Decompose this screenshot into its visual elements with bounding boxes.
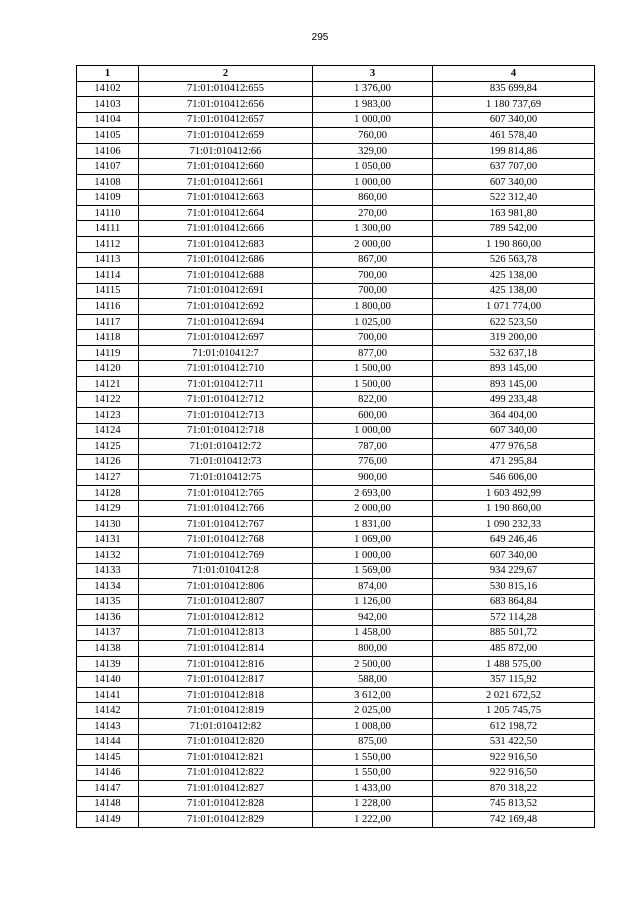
table-cell-col4: 1 071 774,00 <box>433 299 595 315</box>
table-cell-col2: 71:01:010412:829 <box>139 812 313 828</box>
table-cell-col4: 612 198,72 <box>433 718 595 734</box>
table-cell-col1: 14135 <box>77 594 139 610</box>
table-cell-col3: 1 222,00 <box>313 812 433 828</box>
table-cell-col2: 71:01:010412:814 <box>139 641 313 657</box>
table-cell-col4: 683 864,84 <box>433 594 595 610</box>
table-cell-col3: 1 500,00 <box>313 361 433 377</box>
table-cell-col2: 71:01:010412:663 <box>139 190 313 206</box>
table-cell-col3: 1 228,00 <box>313 796 433 812</box>
table-cell-col2: 71:01:010412:807 <box>139 594 313 610</box>
table-cell-col3: 787,00 <box>313 439 433 455</box>
table-row <box>77 299 595 315</box>
table-cell-col1: 14118 <box>77 330 139 346</box>
table-row <box>77 656 595 672</box>
table-row <box>77 439 595 455</box>
table-cell-col2: 71:01:010412:656 <box>139 97 313 113</box>
table-cell-col2: 71:01:010412:655 <box>139 81 313 97</box>
table-cell-col3: 942,00 <box>313 610 433 626</box>
table-cell-col2: 71:01:010412:769 <box>139 547 313 563</box>
table-cell-col1: 14130 <box>77 516 139 532</box>
table-row <box>77 314 595 330</box>
table-cell-col4: 572 114,28 <box>433 610 595 626</box>
table-row <box>77 81 595 97</box>
table-cell-col4: 522 312,40 <box>433 190 595 206</box>
table-cell-col3: 329,00 <box>313 143 433 159</box>
table-row <box>77 750 595 766</box>
table-cell-col1: 14133 <box>77 563 139 579</box>
header-cell-2: 2 <box>139 66 313 82</box>
table-row <box>77 330 595 346</box>
table-row <box>77 283 595 299</box>
page-number: 295 <box>311 32 329 43</box>
table-cell-col4: 530 815,16 <box>433 579 595 595</box>
table-row <box>77 485 595 501</box>
table-cell-col3: 800,00 <box>313 641 433 657</box>
table-cell-col2: 71:01:010412:72 <box>139 439 313 455</box>
table-cell-col3: 1 433,00 <box>313 781 433 797</box>
table-row <box>77 237 595 253</box>
table-cell-col4: 485 872,00 <box>433 641 595 657</box>
table-row <box>77 687 595 703</box>
table-row <box>77 174 595 190</box>
table-row <box>77 221 595 237</box>
table-cell-col3: 900,00 <box>313 470 433 486</box>
table-cell-col4: 357 115,92 <box>433 672 595 688</box>
table-cell-col1: 14115 <box>77 283 139 299</box>
header-row <box>77 66 595 82</box>
table-row <box>77 765 595 781</box>
table-cell-col2: 71:01:010412:768 <box>139 532 313 548</box>
table-cell-col2: 71:01:010412:816 <box>139 656 313 672</box>
table-cell-col2: 71:01:010412:822 <box>139 765 313 781</box>
table-row <box>77 812 595 828</box>
table-cell-col1: 14145 <box>77 750 139 766</box>
table-cell-col1: 14134 <box>77 579 139 595</box>
table-row <box>77 532 595 548</box>
table-cell-col4: 461 578,40 <box>433 128 595 144</box>
table-cell-col3: 2 000,00 <box>313 501 433 517</box>
table-row <box>77 516 595 532</box>
table-cell-col2: 71:01:010412:688 <box>139 268 313 284</box>
table-row <box>77 159 595 175</box>
table-cell-col4: 1 603 492,99 <box>433 485 595 501</box>
table-cell-col3: 1 500,00 <box>313 376 433 392</box>
table-cell-col2: 71:01:010412:712 <box>139 392 313 408</box>
table-cell-col1: 14120 <box>77 361 139 377</box>
table-cell-col1: 14107 <box>77 159 139 175</box>
table-cell-col2: 71:01:010412:828 <box>139 796 313 812</box>
table-row <box>77 547 595 563</box>
table-cell-col3: 2 025,00 <box>313 703 433 719</box>
table-cell-col4: 319 200,00 <box>433 330 595 346</box>
table-row <box>77 268 595 284</box>
table-cell-col1: 14104 <box>77 112 139 128</box>
table-cell-col2: 71:01:010412:660 <box>139 159 313 175</box>
table-cell-col1: 14109 <box>77 190 139 206</box>
table-cell-col1: 14123 <box>77 408 139 424</box>
table-cell-col4: 531 422,50 <box>433 734 595 750</box>
table-cell-col1: 14110 <box>77 205 139 221</box>
table-cell-col3: 1 000,00 <box>313 112 433 128</box>
table-cell-col1: 14137 <box>77 625 139 641</box>
table-cell-col4: 934 229,67 <box>433 563 595 579</box>
table-cell-col4: 477 976,58 <box>433 439 595 455</box>
table-cell-col3: 2 693,00 <box>313 485 433 501</box>
table-cell-col4: 199 814,86 <box>433 143 595 159</box>
table-body <box>77 81 595 827</box>
table-cell-col1: 14147 <box>77 781 139 797</box>
table-cell-col4: 789 542,00 <box>433 221 595 237</box>
table-row <box>77 112 595 128</box>
table-cell-col4: 471 295,84 <box>433 454 595 470</box>
table-cell-col1: 14143 <box>77 718 139 734</box>
table-row <box>77 252 595 268</box>
table-cell-col3: 874,00 <box>313 579 433 595</box>
table-row <box>77 672 595 688</box>
table-cell-col3: 270,00 <box>313 205 433 221</box>
table-row <box>77 796 595 812</box>
table-cell-col1: 14122 <box>77 392 139 408</box>
table-cell-col4: 893 145,00 <box>433 361 595 377</box>
table-row <box>77 610 595 626</box>
table-cell-col2: 71:01:010412:664 <box>139 205 313 221</box>
table-cell-col4: 1 090 232,33 <box>433 516 595 532</box>
table-row <box>77 205 595 221</box>
table-cell-col3: 1 550,00 <box>313 750 433 766</box>
table-row <box>77 143 595 159</box>
table-cell-col4: 1 180 737,69 <box>433 97 595 113</box>
table-cell-col4: 885 501,72 <box>433 625 595 641</box>
table-cell-col2: 71:01:010412:710 <box>139 361 313 377</box>
table-cell-col3: 1 008,00 <box>313 718 433 734</box>
table-cell-col2: 71:01:010412:661 <box>139 174 313 190</box>
table-cell-col3: 1 550,00 <box>313 765 433 781</box>
table-cell-col2: 71:01:010412:697 <box>139 330 313 346</box>
table-cell-col2: 71:01:010412:817 <box>139 672 313 688</box>
table-cell-col3: 776,00 <box>313 454 433 470</box>
table-cell-col1: 14103 <box>77 97 139 113</box>
table-cell-col3: 588,00 <box>313 672 433 688</box>
table-cell-col1: 14126 <box>77 454 139 470</box>
table-cell-col1: 14124 <box>77 423 139 439</box>
table-cell-col4: 742 169,48 <box>433 812 595 828</box>
table-row <box>77 392 595 408</box>
table-cell-col2: 71:01:010412:711 <box>139 376 313 392</box>
table-cell-col2: 71:01:010412:818 <box>139 687 313 703</box>
table-header <box>77 66 595 82</box>
table-cell-col3: 860,00 <box>313 190 433 206</box>
table-cell-col3: 1 000,00 <box>313 423 433 439</box>
table-cell-col1: 14116 <box>77 299 139 315</box>
table-cell-col3: 877,00 <box>313 345 433 361</box>
table-cell-col2: 71:01:010412:666 <box>139 221 313 237</box>
table-cell-col3: 700,00 <box>313 330 433 346</box>
table-row <box>77 97 595 113</box>
table-cell-col1: 14121 <box>77 376 139 392</box>
table-row <box>77 579 595 595</box>
table-cell-col1: 14114 <box>77 268 139 284</box>
table-row <box>77 376 595 392</box>
table-cell-col4: 745 813,52 <box>433 796 595 812</box>
table-cell-col3: 1 069,00 <box>313 532 433 548</box>
table-cell-col1: 14138 <box>77 641 139 657</box>
table-cell-col1: 14149 <box>77 812 139 828</box>
table-row <box>77 641 595 657</box>
table-cell-col4: 499 233,48 <box>433 392 595 408</box>
table-cell-col2: 71:01:010412:8 <box>139 563 313 579</box>
table-cell-col2: 71:01:010412:821 <box>139 750 313 766</box>
table-cell-col1: 14146 <box>77 765 139 781</box>
table-cell-col4: 364 404,00 <box>433 408 595 424</box>
table-cell-col2: 71:01:010412:813 <box>139 625 313 641</box>
table-cell-col1: 14131 <box>77 532 139 548</box>
table-cell-col1: 14119 <box>77 345 139 361</box>
table-cell-col3: 600,00 <box>313 408 433 424</box>
table-cell-col2: 71:01:010412:683 <box>139 237 313 253</box>
table-cell-col2: 71:01:010412:820 <box>139 734 313 750</box>
table-cell-col4: 607 340,00 <box>433 547 595 563</box>
table-cell-col3: 1 831,00 <box>313 516 433 532</box>
table-cell-col2: 71:01:010412:765 <box>139 485 313 501</box>
table-row <box>77 594 595 610</box>
table-cell-col3: 760,00 <box>313 128 433 144</box>
table-cell-col2: 71:01:010412:75 <box>139 470 313 486</box>
table-cell-col3: 1 376,00 <box>313 81 433 97</box>
table-cell-col4: 922 916,50 <box>433 750 595 766</box>
header-cell-4: 4 <box>433 66 595 82</box>
table-cell-col4: 526 563,78 <box>433 252 595 268</box>
table-cell-col2: 71:01:010412:659 <box>139 128 313 144</box>
table-cell-col4: 425 138,00 <box>433 268 595 284</box>
header-cell-1: 1 <box>77 66 139 82</box>
table-cell-col3: 700,00 <box>313 283 433 299</box>
table-row <box>77 190 595 206</box>
table-row <box>77 470 595 486</box>
table-cell-col1: 14144 <box>77 734 139 750</box>
table-cell-col3: 1 050,00 <box>313 159 433 175</box>
table-cell-col4: 425 138,00 <box>433 283 595 299</box>
data-table <box>76 65 595 828</box>
table-cell-col4: 163 981,80 <box>433 205 595 221</box>
table-cell-col1: 14108 <box>77 174 139 190</box>
table-cell-col4: 870 318,22 <box>433 781 595 797</box>
table-cell-col4: 1 190 860,00 <box>433 237 595 253</box>
table-cell-col4: 2 021 672,52 <box>433 687 595 703</box>
table-cell-col4: 607 340,00 <box>433 423 595 439</box>
table-cell-col1: 14127 <box>77 470 139 486</box>
table-cell-col4: 532 637,18 <box>433 345 595 361</box>
table-row <box>77 345 595 361</box>
table-cell-col2: 71:01:010412:718 <box>139 423 313 439</box>
table-cell-col1: 14113 <box>77 252 139 268</box>
table-cell-col3: 1 569,00 <box>313 563 433 579</box>
table-cell-col3: 700,00 <box>313 268 433 284</box>
table-row <box>77 718 595 734</box>
table-cell-col2: 71:01:010412:767 <box>139 516 313 532</box>
table-cell-col4: 1 205 745,75 <box>433 703 595 719</box>
table-cell-col2: 71:01:010412:66 <box>139 143 313 159</box>
table-cell-col4: 893 145,00 <box>433 376 595 392</box>
table-cell-col2: 71:01:010412:694 <box>139 314 313 330</box>
table-cell-col1: 14125 <box>77 439 139 455</box>
table-cell-col2: 71:01:010412:7 <box>139 345 313 361</box>
table-cell-col1: 14140 <box>77 672 139 688</box>
table-cell-col1: 14117 <box>77 314 139 330</box>
table-cell-col1: 14142 <box>77 703 139 719</box>
table-cell-col3: 2 000,00 <box>313 237 433 253</box>
table-row <box>77 563 595 579</box>
table-cell-col3: 1 300,00 <box>313 221 433 237</box>
table-cell-col3: 1 126,00 <box>313 594 433 610</box>
table-row <box>77 361 595 377</box>
table-cell-col1: 14111 <box>77 221 139 237</box>
table-cell-col1: 14112 <box>77 237 139 253</box>
table-cell-col1: 14141 <box>77 687 139 703</box>
table-cell-col4: 649 246,46 <box>433 532 595 548</box>
table-cell-col2: 71:01:010412:657 <box>139 112 313 128</box>
table-cell-col3: 875,00 <box>313 734 433 750</box>
table-cell-col1: 14128 <box>77 485 139 501</box>
table-cell-col2: 71:01:010412:82 <box>139 718 313 734</box>
table-cell-col1: 14105 <box>77 128 139 144</box>
table-row <box>77 128 595 144</box>
table-cell-col4: 607 340,00 <box>433 112 595 128</box>
table-cell-col2: 71:01:010412:819 <box>139 703 313 719</box>
table-cell-col4: 1 190 860,00 <box>433 501 595 517</box>
table-cell-col3: 3 612,00 <box>313 687 433 703</box>
table-cell-col3: 1 458,00 <box>313 625 433 641</box>
table-row <box>77 734 595 750</box>
table-cell-col1: 14102 <box>77 81 139 97</box>
table-cell-col3: 1 800,00 <box>313 299 433 315</box>
header-cell-3: 3 <box>313 66 433 82</box>
table-row <box>77 423 595 439</box>
table-cell-col3: 867,00 <box>313 252 433 268</box>
table-cell-col2: 71:01:010412:686 <box>139 252 313 268</box>
table-row <box>77 625 595 641</box>
table-cell-col4: 835 699,84 <box>433 81 595 97</box>
table-cell-col4: 622 523,50 <box>433 314 595 330</box>
table-cell-col1: 14136 <box>77 610 139 626</box>
table-row <box>77 501 595 517</box>
table-cell-col4: 637 707,00 <box>433 159 595 175</box>
table-cell-col1: 14106 <box>77 143 139 159</box>
table-cell-col2: 71:01:010412:766 <box>139 501 313 517</box>
table-cell-col1: 14129 <box>77 501 139 517</box>
table-cell-col1: 14148 <box>77 796 139 812</box>
table-cell-col3: 2 500,00 <box>313 656 433 672</box>
table-cell-col1: 14139 <box>77 656 139 672</box>
table-cell-col3: 822,00 <box>313 392 433 408</box>
table-cell-col3: 1 983,00 <box>313 97 433 113</box>
table-cell-col2: 71:01:010412:73 <box>139 454 313 470</box>
table-cell-col2: 71:01:010412:806 <box>139 579 313 595</box>
table-row <box>77 781 595 797</box>
table-cell-col4: 1 488 575,00 <box>433 656 595 672</box>
table-row <box>77 454 595 470</box>
table-cell-col2: 71:01:010412:691 <box>139 283 313 299</box>
table-cell-col4: 607 340,00 <box>433 174 595 190</box>
table-cell-col2: 71:01:010412:713 <box>139 408 313 424</box>
table-cell-col2: 71:01:010412:827 <box>139 781 313 797</box>
table-cell-col1: 14132 <box>77 547 139 563</box>
table-cell-col3: 1 000,00 <box>313 174 433 190</box>
table-cell-col4: 922 916,50 <box>433 765 595 781</box>
table-cell-col4: 546 606,00 <box>433 470 595 486</box>
table-row <box>77 408 595 424</box>
table-cell-col2: 71:01:010412:692 <box>139 299 313 315</box>
table-cell-col3: 1 025,00 <box>313 314 433 330</box>
table-cell-col2: 71:01:010412:812 <box>139 610 313 626</box>
table-cell-col3: 1 000,00 <box>313 547 433 563</box>
table-row <box>77 703 595 719</box>
